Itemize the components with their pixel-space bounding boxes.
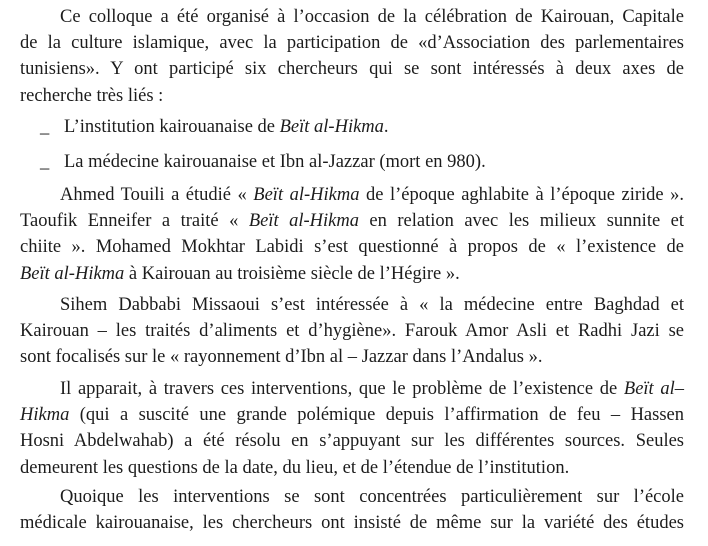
bullet-dash: _ (40, 117, 50, 137)
text-line: Kairouan – les traités d’aliments et d’hygiène». Farouk Amor Asli et Radhi Jazi se (20, 321, 684, 342)
text-line (20, 402, 684, 428)
paragraph-conclusion (20, 376, 684, 481)
text-line: de la culture islamique, avec la participation de «d’Association des parlementaires (20, 33, 684, 54)
paragraph-final (20, 484, 684, 536)
text-line: tunisiens». Y ont participé six chercheurs qui se sont intéressés à deux axes de (20, 59, 684, 80)
text-line (20, 261, 684, 287)
paragraph-touili (20, 182, 684, 287)
text-run: en relation avec les milieux sunnite et (358, 211, 684, 232)
text-run: Taoufik Enneifer a traité « (20, 211, 249, 232)
text-line: Sihem Dabbabi Missaoui s’est intéressée à « la médecine entre Baghdad et (60, 295, 684, 315)
text-line (20, 208, 684, 234)
text-run: Ahmed Touili a étudié « (60, 185, 254, 205)
bullet-after: . (383, 117, 389, 137)
bullet-text: La médecine kairouanaise et Ibn al-Jazzar (mort en 980). (64, 152, 486, 172)
bullet-item (40, 114, 389, 140)
bullet-item (40, 149, 486, 175)
text-line: Ce colloque a été organisé à l’occasion de la célébration de Kairouan, Capitale (60, 7, 684, 27)
text-line: Hosni Abdelwahab) a été résolu en s’appuyant sur les différentes sources. Seules (20, 431, 684, 452)
bullet-text: L’institution kairouanaise de (64, 117, 280, 137)
paragraph-missaoui (20, 292, 684, 371)
text-line (20, 182, 684, 208)
bullet-italic: Beït al-Hikma (279, 117, 384, 137)
italic-term: Beït al– (623, 379, 684, 399)
italic-term: Beït al-Hikma (248, 211, 359, 232)
text-line: Quoique les interventions se sont concentrées particulièrement sur l’école (60, 487, 684, 507)
bullet-dash: _ (40, 152, 50, 172)
text-line (20, 376, 684, 402)
paragraph-intro (20, 4, 684, 109)
text-line: chiite ». Mohamed Mokhtar Labidi s’est questionné à propos de « l’existence de (20, 237, 684, 258)
italic-term: Beït al-Hikma (20, 263, 125, 284)
text-run: à Kairouan au troisième siècle de l’Hégire ». (124, 263, 460, 284)
text-run: de l’époque aghlabite à l’époque ziride ». (359, 185, 684, 205)
italic-term: Hikma (20, 405, 70, 426)
text-line: demeurent les questions de la date, du lieu, et de l’étendue de l’institution. (20, 457, 570, 478)
italic-term: Beït al-Hikma (253, 185, 360, 205)
text-line: sont focalisés sur le « rayonnement d’Ibn al – Jazzar dans l’Andalus ». (20, 347, 543, 368)
text-line: médicale kairouanaise, les chercheurs ont insisté de même sur la variété des études (20, 513, 684, 534)
text-line: recherche très liés : (20, 85, 164, 106)
text-run: (qui a suscité une grande polémique depuis l’affirmation de feu – Hassen (69, 405, 684, 426)
text-run: Il apparait, à travers ces interventions, que le problème de l’existence de (60, 379, 624, 399)
